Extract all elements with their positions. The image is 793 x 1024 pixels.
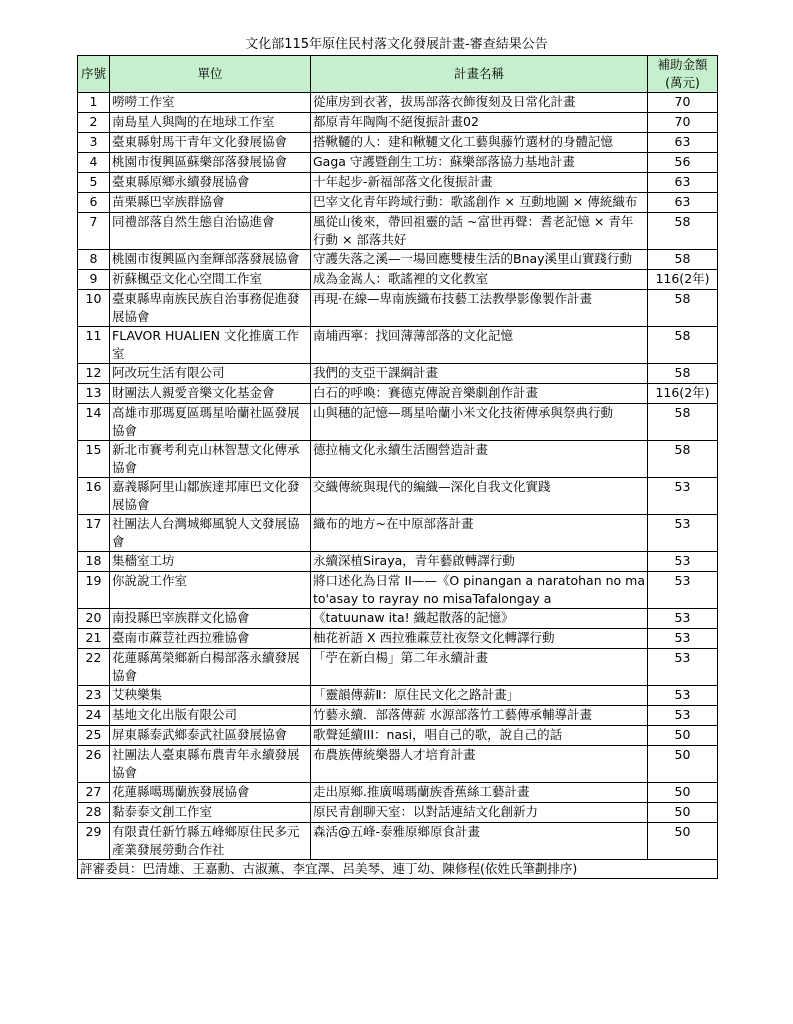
row-unit: 桃園市復興區蘇樂部落發展協會 [110,153,311,173]
row-project: 《tatuunaw ita! 織起散落的記憶》 [311,609,648,629]
table-row [78,478,718,515]
table-row [78,270,718,290]
row-unit: 臺東縣卑南族民族自治事務促進發展協會 [110,290,311,327]
row-number: 7 [78,213,110,250]
table-row [78,193,718,213]
row-unit: 桃園市復興區內奎輝部落發展協會 [110,250,311,270]
row-unit: 祈蘇楓亞文化心空間工作室 [110,270,311,290]
row-amount: 53 [648,609,718,629]
row-project: 織布的地方~在中原部落計畫 [311,515,648,552]
table-row [78,629,718,649]
row-project: 「苧在新白楊」第二年永續計畫 [311,649,648,686]
row-project: 走出原鄉.推廣噶瑪蘭族香蕉絲工藝計畫 [311,783,648,803]
row-unit: 集穡室工坊 [110,552,311,572]
row-project: 布農族傳統樂器人才培育計畫 [311,746,648,783]
row-amount: 56 [648,153,718,173]
row-number: 5 [78,173,110,193]
header-project: 計畫名稱 [311,56,648,93]
table-row [78,441,718,478]
table-row [78,113,718,133]
table-row [78,706,718,726]
results-rows [78,93,718,860]
row-number: 26 [78,746,110,783]
row-project: 巴宰文化青年跨域行動：歌謠創作 × 互動地圖 × 傳統織布 [311,193,648,213]
row-unit: 你說說工作室 [110,572,311,609]
table-row [78,609,718,629]
row-unit: 南投縣巴宰族群文化協會 [110,609,311,629]
row-number: 13 [78,384,110,404]
row-number: 23 [78,686,110,706]
row-unit: 黏泰泰文創工作室 [110,803,311,823]
row-amount: 58 [648,213,718,250]
row-number: 11 [78,327,110,364]
row-amount: 58 [648,250,718,270]
row-unit: 同禮部落自然生態自治協進會 [110,213,311,250]
row-number: 17 [78,515,110,552]
row-unit: 臺東縣射馬干青年文化發展協會 [110,133,311,153]
row-project: 都原青年陶陶不絕復振計畫02 [311,113,648,133]
row-project: 將口述化為日常 II——《O pinangan a naratohan no mato'asay to rayray no misaTafalongay a [311,572,648,609]
row-number: 16 [78,478,110,515]
table-row [78,290,718,327]
table-row [78,93,718,113]
row-number: 25 [78,726,110,746]
table-row [78,803,718,823]
row-project: 交織傳統與現代的編織—深化自我文化實踐 [311,478,648,515]
row-project: 永續深植Siraya，青年藝啟轉譯行動 [311,552,648,572]
table-row [78,649,718,686]
table-row [78,552,718,572]
row-number: 10 [78,290,110,327]
row-number: 8 [78,250,110,270]
row-amount: 53 [648,649,718,686]
row-number: 3 [78,133,110,153]
reviewers-footer: 評審委員：巴清雄、王嘉勳、古淑薰、李宜澤、呂美琴、連丁幼、陳修程(依姓氏筆劃排序) [78,860,718,879]
row-unit: 新北市賽考利克山林智慧文化傳承協會 [110,441,311,478]
row-amount: 58 [648,327,718,364]
row-project: 原民青創聊天室：以對話連結文化創新力 [311,803,648,823]
table-row [78,686,718,706]
row-unit: 屏東縣泰武鄉泰武社區發展協會 [110,726,311,746]
row-unit: 臺南市蔴荳社西拉雅協會 [110,629,311,649]
table-row [78,726,718,746]
row-amount: 53 [648,686,718,706]
row-project: 山與穗的記憶—瑪星哈蘭小米文化技術傳承與祭典行動 [311,404,648,441]
row-amount: 53 [648,515,718,552]
row-amount: 53 [648,478,718,515]
table-row [78,404,718,441]
table-row [78,823,718,860]
row-amount: 50 [648,746,718,783]
row-project: 我們的支亞干課綱計畫 [311,364,648,384]
row-unit: 阿改玩生活有限公司 [110,364,311,384]
row-number: 19 [78,572,110,609]
row-project: 守護失落之溪—一場回應雙棲生活的Bnay溪里山實踐行動 [311,250,648,270]
row-amount: 50 [648,803,718,823]
row-number: 1 [78,93,110,113]
row-project: 風從山後來，帶回祖靈的話 ~富世再聲：耆老記憶 × 青年行動 × 部落共好 [311,213,648,250]
table-row [78,153,718,173]
table-row [78,327,718,364]
row-number: 6 [78,193,110,213]
table-row [78,133,718,153]
row-number: 18 [78,552,110,572]
row-amount: 116(2年) [648,384,718,404]
row-amount: 58 [648,290,718,327]
row-number: 22 [78,649,110,686]
row-project: 從庫房到衣著，拔馬部落衣飾復刻及日常化計畫 [311,93,648,113]
row-project: 搭鞦韆的人：建和鞦韆文化工藝與藤竹選材的身體記憶 [311,133,648,153]
row-unit: 高雄市那瑪夏區瑪星哈蘭社區發展協會 [110,404,311,441]
row-amount: 53 [648,572,718,609]
header-amount: 補助金額(萬元) [648,56,718,93]
row-amount: 116(2年) [648,270,718,290]
row-unit: 花蓮縣噶瑪蘭族發展協會 [110,783,311,803]
row-project: 「靈韻傳薪Ⅱ：原住民文化之路計畫」 [311,686,648,706]
row-project: 南埔西寧：找回薄薄部落的文化記憶 [311,327,648,364]
row-amount: 50 [648,726,718,746]
page-title: 文化部115年原住民村落文化發展計畫-審查結果公告 [245,37,548,52]
table-row [78,572,718,609]
row-unit: 社團法人臺東縣布農青年永續發展協會 [110,746,311,783]
row-number: 12 [78,364,110,384]
row-number: 9 [78,270,110,290]
row-project: 森活@五峰-泰雅原鄉原食計畫 [311,823,648,860]
row-project: 再現·在線—卑南族織布技藝工法教學影像製作計畫 [311,290,648,327]
row-unit: 艾秧樂集 [110,686,311,706]
row-project: 德拉楠文化永續生活圈營造計畫 [311,441,648,478]
row-amount: 63 [648,133,718,153]
row-amount: 58 [648,441,718,478]
row-unit: 臺東縣原鄉永續發展協會 [110,173,311,193]
row-amount: 70 [648,93,718,113]
header-unit: 單位 [110,56,311,93]
row-unit: 南島星人與陶的在地球工作室 [110,113,311,133]
row-amount: 53 [648,552,718,572]
row-amount: 53 [648,706,718,726]
row-amount: 50 [648,823,718,860]
row-amount: 63 [648,173,718,193]
row-amount: 53 [648,629,718,649]
row-unit: 嘉義縣阿里山鄒族達邦庫巴文化發展協會 [110,478,311,515]
row-number: 14 [78,404,110,441]
table-row [78,173,718,193]
row-number: 27 [78,783,110,803]
row-project: 柚花祈語 X 西拉雅蔴荳社夜祭文化轉譯行動 [311,629,648,649]
row-unit: 有限責任新竹縣五峰鄉原住民多元產業發展勞動合作社 [110,823,311,860]
row-project: 成為金嵩人：歌謠裡的文化教室 [311,270,648,290]
row-amount: 58 [648,404,718,441]
table-row [78,250,718,270]
results-table [77,55,718,879]
row-project: Gaga 守護暨創生工坊：蘇樂部落協力基地計畫 [311,153,648,173]
row-number: 29 [78,823,110,860]
row-project: 白石的呼喚：賽德克傳說音樂劇創作計畫 [311,384,648,404]
row-unit: 苗栗縣巴宰族群協會 [110,193,311,213]
row-number: 28 [78,803,110,823]
row-project: 十年起步-新福部落文化復振計畫 [311,173,648,193]
row-amount: 50 [648,783,718,803]
row-number: 21 [78,629,110,649]
row-amount: 63 [648,193,718,213]
row-project: 竹藝永續．部落傳薪 水源部落竹工藝傳承輔導計畫 [311,706,648,726]
table-row [78,515,718,552]
row-number: 20 [78,609,110,629]
table-row [78,364,718,384]
row-unit: 嘮嘮工作室 [110,93,311,113]
row-unit: 社團法人台灣城鄉風貌人文發展協會 [110,515,311,552]
row-unit: FLAVOR HUALIEN 文化推廣工作室 [110,327,311,364]
row-unit: 基地文化出版有限公司 [110,706,311,726]
table-row [78,783,718,803]
row-amount: 70 [648,113,718,133]
row-number: 4 [78,153,110,173]
row-number: 2 [78,113,110,133]
row-amount: 58 [648,364,718,384]
row-unit: 財團法人親愛音樂文化基金會 [110,384,311,404]
row-number: 24 [78,706,110,726]
row-number: 15 [78,441,110,478]
row-unit: 花蓮縣萬榮鄉新白楊部落永續發展協會 [110,649,311,686]
row-project: 歌聲延續III：nasi，唱自己的歌，說自己的話 [311,726,648,746]
table-row [78,213,718,250]
header-no: 序號 [78,56,110,93]
table-row [78,384,718,404]
table-row [78,746,718,783]
